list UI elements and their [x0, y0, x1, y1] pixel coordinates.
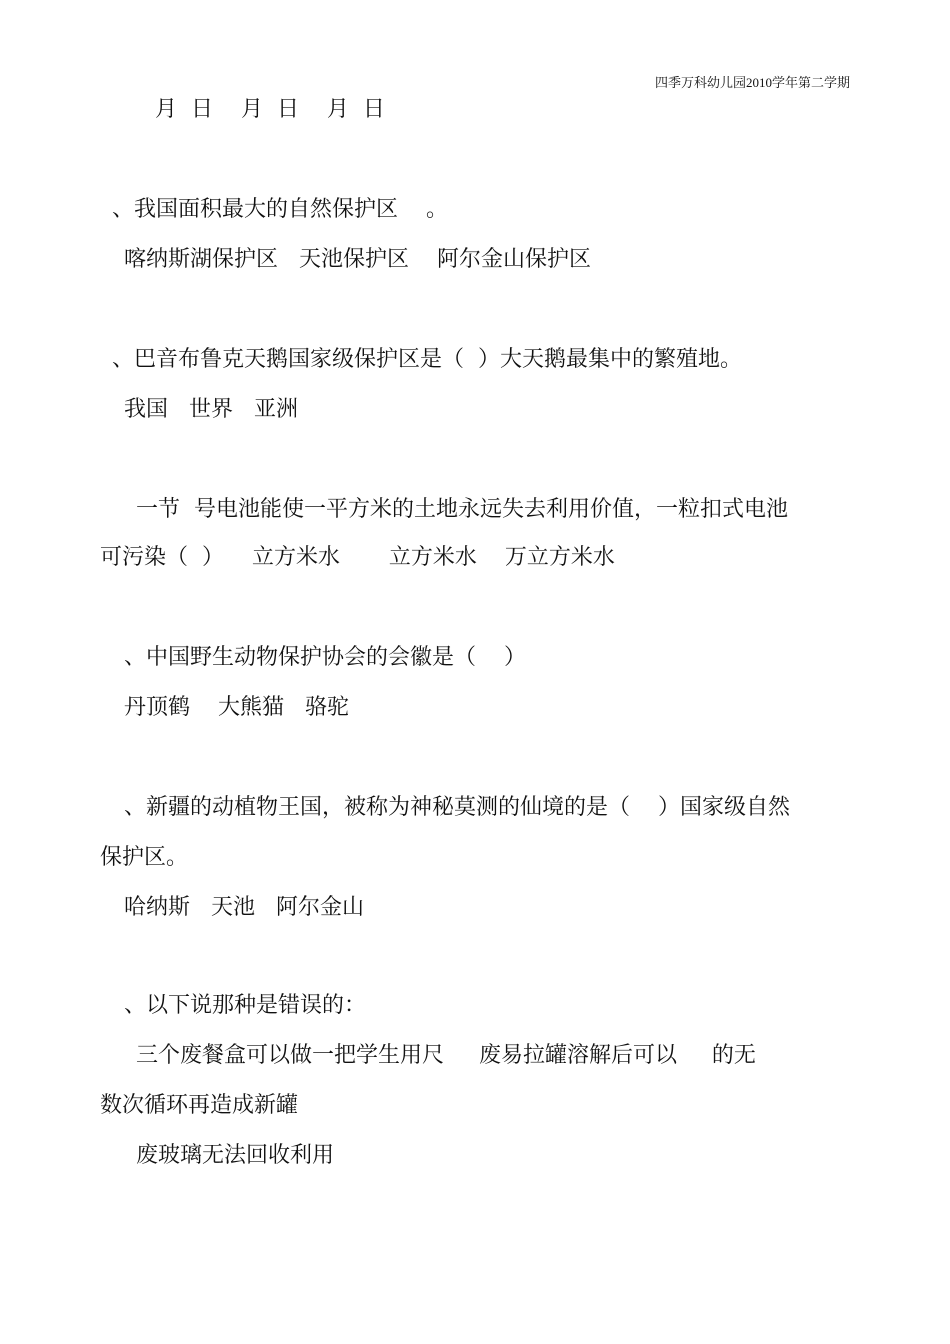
question-2-options: 我国 世界 亚洲: [124, 397, 298, 422]
question-1-options: 喀纳斯湖保护区 天池保护区 阿尔金山保护区: [124, 247, 591, 272]
question-6-stem: 、以下说那种是错误的：: [124, 993, 367, 1018]
question-4-options: 丹顶鹤 大熊猫 骆驼: [124, 695, 349, 720]
question-3-stem-line2: 可污染（ ） 立方米水 立方米水 万立方米水: [100, 545, 615, 570]
question-1-stem: 、我国面积最大的自然保护区 。: [112, 197, 448, 222]
question-6-option-a-line1: 三个废餐盒可以做一把学生用尺 废易拉罐溶解后可以 的无: [136, 1043, 756, 1068]
question-5-options: 哈纳斯 天池 阿尔金山: [124, 895, 364, 920]
question-5-stem-line2: 保护区。: [100, 845, 189, 870]
question-5-stem-line1: 、新疆的动植物王国，被称为神秘莫测的仙境的是（ ）国家级自然: [124, 795, 790, 820]
question-2-stem: 、巴音布鲁克天鹅国家级保护区是（ ）大天鹅最集中的繁殖地。: [112, 347, 742, 372]
question-6-option-a-line2: 数次循环再造成新罐: [100, 1093, 299, 1118]
page-header-school-term: 四季万科幼儿园2010学年第二学期: [654, 75, 850, 90]
question-6-option-b: 废玻璃无法回收利用: [136, 1143, 335, 1168]
question-3-stem-line1: 一节 号电池能使一平方米的土地永远失去利用价值，一粒扣式电池: [136, 497, 788, 522]
dates-row: 月 日 月 日 月 日: [155, 97, 385, 122]
question-4-stem: 、中国野生动物保护协会的会徽是（ ）: [124, 645, 526, 670]
